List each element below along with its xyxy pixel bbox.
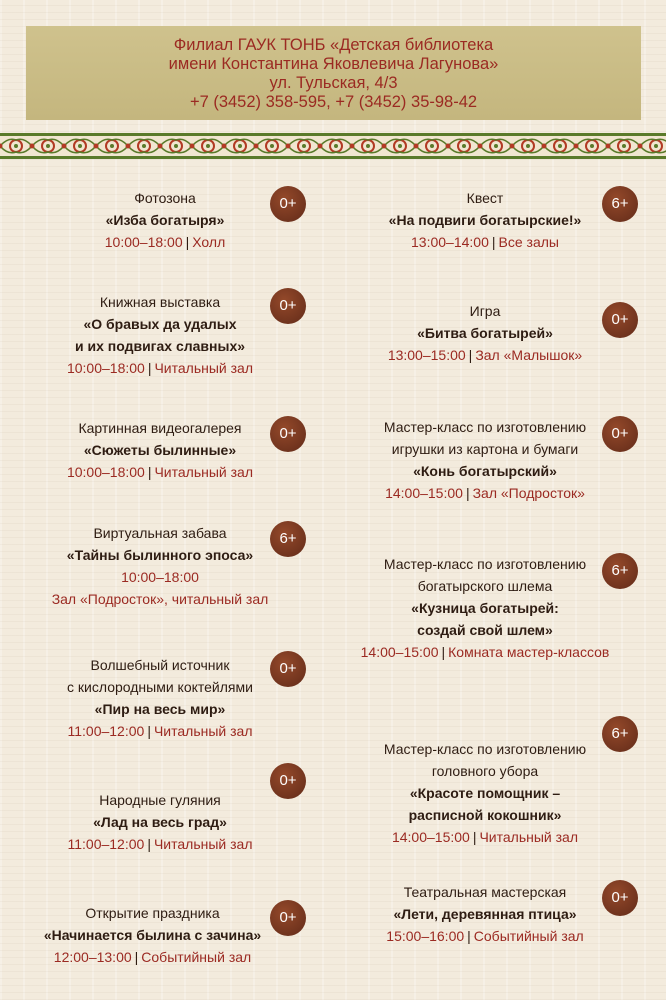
event-title-line1: «Кузница богатырей: (411, 600, 559, 616)
event-helmet-workshop (335, 553, 635, 663)
event-place: Читальный зал (479, 829, 579, 845)
library-header (26, 26, 641, 120)
event-book-exhibition (10, 291, 310, 379)
event-place: Зал «Подросток», читальный зал (51, 591, 269, 607)
event-type: Книжная выставка (99, 294, 221, 310)
separator: | (472, 829, 477, 845)
separator: | (147, 464, 152, 480)
event-theater-workshop (335, 881, 635, 947)
event-place: Читальный зал (154, 360, 254, 376)
event-time: 10:00–18:00 (66, 464, 145, 480)
age-badge: 0+ (602, 302, 638, 338)
event-time: 12:00–13:00 (53, 949, 132, 965)
event-title: «Тайны былинного эпоса» (66, 547, 254, 563)
event-time: 14:00–15:00 (391, 829, 470, 845)
event-type-line2: игрушки из картона и бумаги (391, 441, 579, 457)
event-meta (335, 344, 635, 366)
event-type-line1: Мастер-класс по изготовлению (383, 556, 587, 572)
event-meta (10, 720, 310, 742)
event-title: «Лад на весь град» (93, 814, 227, 830)
header-address: ул. Тульская, 4/3 (269, 74, 398, 92)
event-type: Виртуальная забава (93, 525, 227, 541)
event-quest (335, 187, 635, 253)
event-type: Картинная видеогалерея (78, 420, 242, 436)
header-phones: +7 (3452) 358-595, +7 (3452) 35-98-42 (189, 93, 478, 111)
age-badge: 0+ (270, 288, 306, 324)
event-title: «Пир на весь мир» (94, 701, 226, 717)
event-place: Все залы (498, 234, 559, 250)
event-place: Читальный зал (154, 464, 254, 480)
event-title: «На подвиги богатырские!» (388, 212, 582, 228)
event-title: «Битва богатырей» (417, 325, 553, 341)
event-game (335, 300, 635, 366)
event-time: 14:00–15:00 (360, 644, 439, 660)
event-type-line2: богатырского шлема (417, 578, 553, 594)
ornament-pattern-icon (0, 136, 666, 156)
separator: | (134, 949, 139, 965)
event-type: Квест (466, 190, 504, 206)
separator: | (468, 347, 473, 363)
event-time: 10:00–18:00 (66, 360, 145, 376)
event-type: Игра (469, 303, 501, 319)
event-meta (10, 357, 310, 379)
event-meta (10, 461, 310, 483)
separator: | (465, 485, 470, 501)
event-meta (335, 925, 635, 947)
event-folk-festival (10, 789, 310, 855)
event-type: Фотозона (134, 190, 196, 206)
event-meta (20, 231, 310, 253)
event-type: Театральная мастерская (403, 884, 567, 900)
event-time: 14:00–15:00 (385, 485, 463, 501)
event-virtual-fun (10, 522, 310, 610)
age-badge: 6+ (602, 186, 638, 222)
age-badge: 0+ (270, 186, 306, 222)
age-badge: 6+ (270, 521, 306, 557)
event-meta (335, 641, 635, 663)
event-type-line2: с кислородными коктейлями (67, 679, 253, 695)
event-title: «Изба богатыря» (105, 212, 225, 228)
separator: | (441, 644, 446, 660)
event-time: 15:00–16:00 (386, 928, 465, 944)
event-opening (0, 902, 305, 968)
separator: | (147, 836, 151, 852)
event-place: Зал «Малышок» (475, 347, 583, 363)
event-meta (335, 826, 635, 848)
separator: | (185, 234, 190, 250)
age-badge: 0+ (270, 763, 306, 799)
event-photozone (20, 187, 310, 253)
event-meta (335, 231, 635, 253)
ornament-band (0, 133, 666, 159)
event-title: «Сюжеты былинные» (83, 442, 237, 458)
event-title-line2: создай свой шлем» (417, 622, 553, 638)
event-time: 11:00–12:00 (67, 723, 145, 739)
age-badge: 0+ (270, 651, 306, 687)
age-badge: 0+ (602, 416, 638, 452)
event-type-line1: Мастер-класс по изготовлению (383, 741, 587, 757)
event-time: 10:00–18:00 (104, 234, 183, 250)
separator: | (147, 360, 152, 376)
age-badge: 6+ (602, 716, 638, 752)
event-title-line2: и их подвигах славных» (74, 338, 246, 354)
event-place: Читальный зал (153, 723, 253, 739)
event-title: «Лети, деревянная птица» (393, 906, 577, 922)
event-meta (10, 833, 310, 855)
separator: | (467, 928, 471, 944)
separator: | (491, 234, 496, 250)
event-place: Читальный зал (153, 836, 253, 852)
event-type-line1: Мастер-класс по изготовлению (383, 419, 587, 435)
event-place: Событийный зал (141, 949, 252, 965)
event-title-line1: «О бравых да удалых (83, 316, 237, 332)
event-place: Событийный зал (473, 928, 584, 944)
event-time: 11:00–12:00 (67, 836, 145, 852)
header-line-name: Филиал ГАУК ТОНБ «Детская библиотека (173, 36, 494, 54)
age-badge: 0+ (270, 900, 306, 936)
event-time: 13:00–15:00 (387, 347, 466, 363)
event-title: «Конь богатырский» (413, 463, 557, 479)
event-type: Открытие праздника (85, 905, 220, 921)
event-place: Зал «Подросток» (472, 485, 585, 501)
event-time: 10:00–18:00 (121, 569, 199, 585)
event-title: «Начинается былина с зачина» (43, 927, 262, 943)
event-meta (335, 482, 635, 504)
header-line-name-cont: имени Константина Яковлевича Лагунова» (168, 55, 499, 73)
separator: | (147, 723, 151, 739)
event-video-gallery (10, 417, 310, 483)
event-toy-workshop (335, 416, 635, 504)
age-badge: 6+ (602, 553, 638, 589)
event-kokoshnik-workshop (335, 738, 635, 848)
event-place: Комната мастер-классов (448, 644, 610, 660)
event-time: 13:00–14:00 (411, 234, 489, 250)
age-badge: 0+ (270, 416, 306, 452)
age-badge: 0+ (602, 880, 638, 916)
event-title-line1: «Красоте помощник – (409, 785, 561, 801)
event-title-line2: расписной кокошник» (408, 807, 562, 823)
event-place: Холл (192, 234, 226, 250)
event-type-line2: головного убора (431, 763, 539, 779)
event-type-line1: Волшебный источник (90, 657, 230, 673)
event-meta (0, 946, 305, 968)
event-oxygen-cocktails (10, 654, 310, 742)
event-type: Народные гуляния (99, 792, 221, 808)
